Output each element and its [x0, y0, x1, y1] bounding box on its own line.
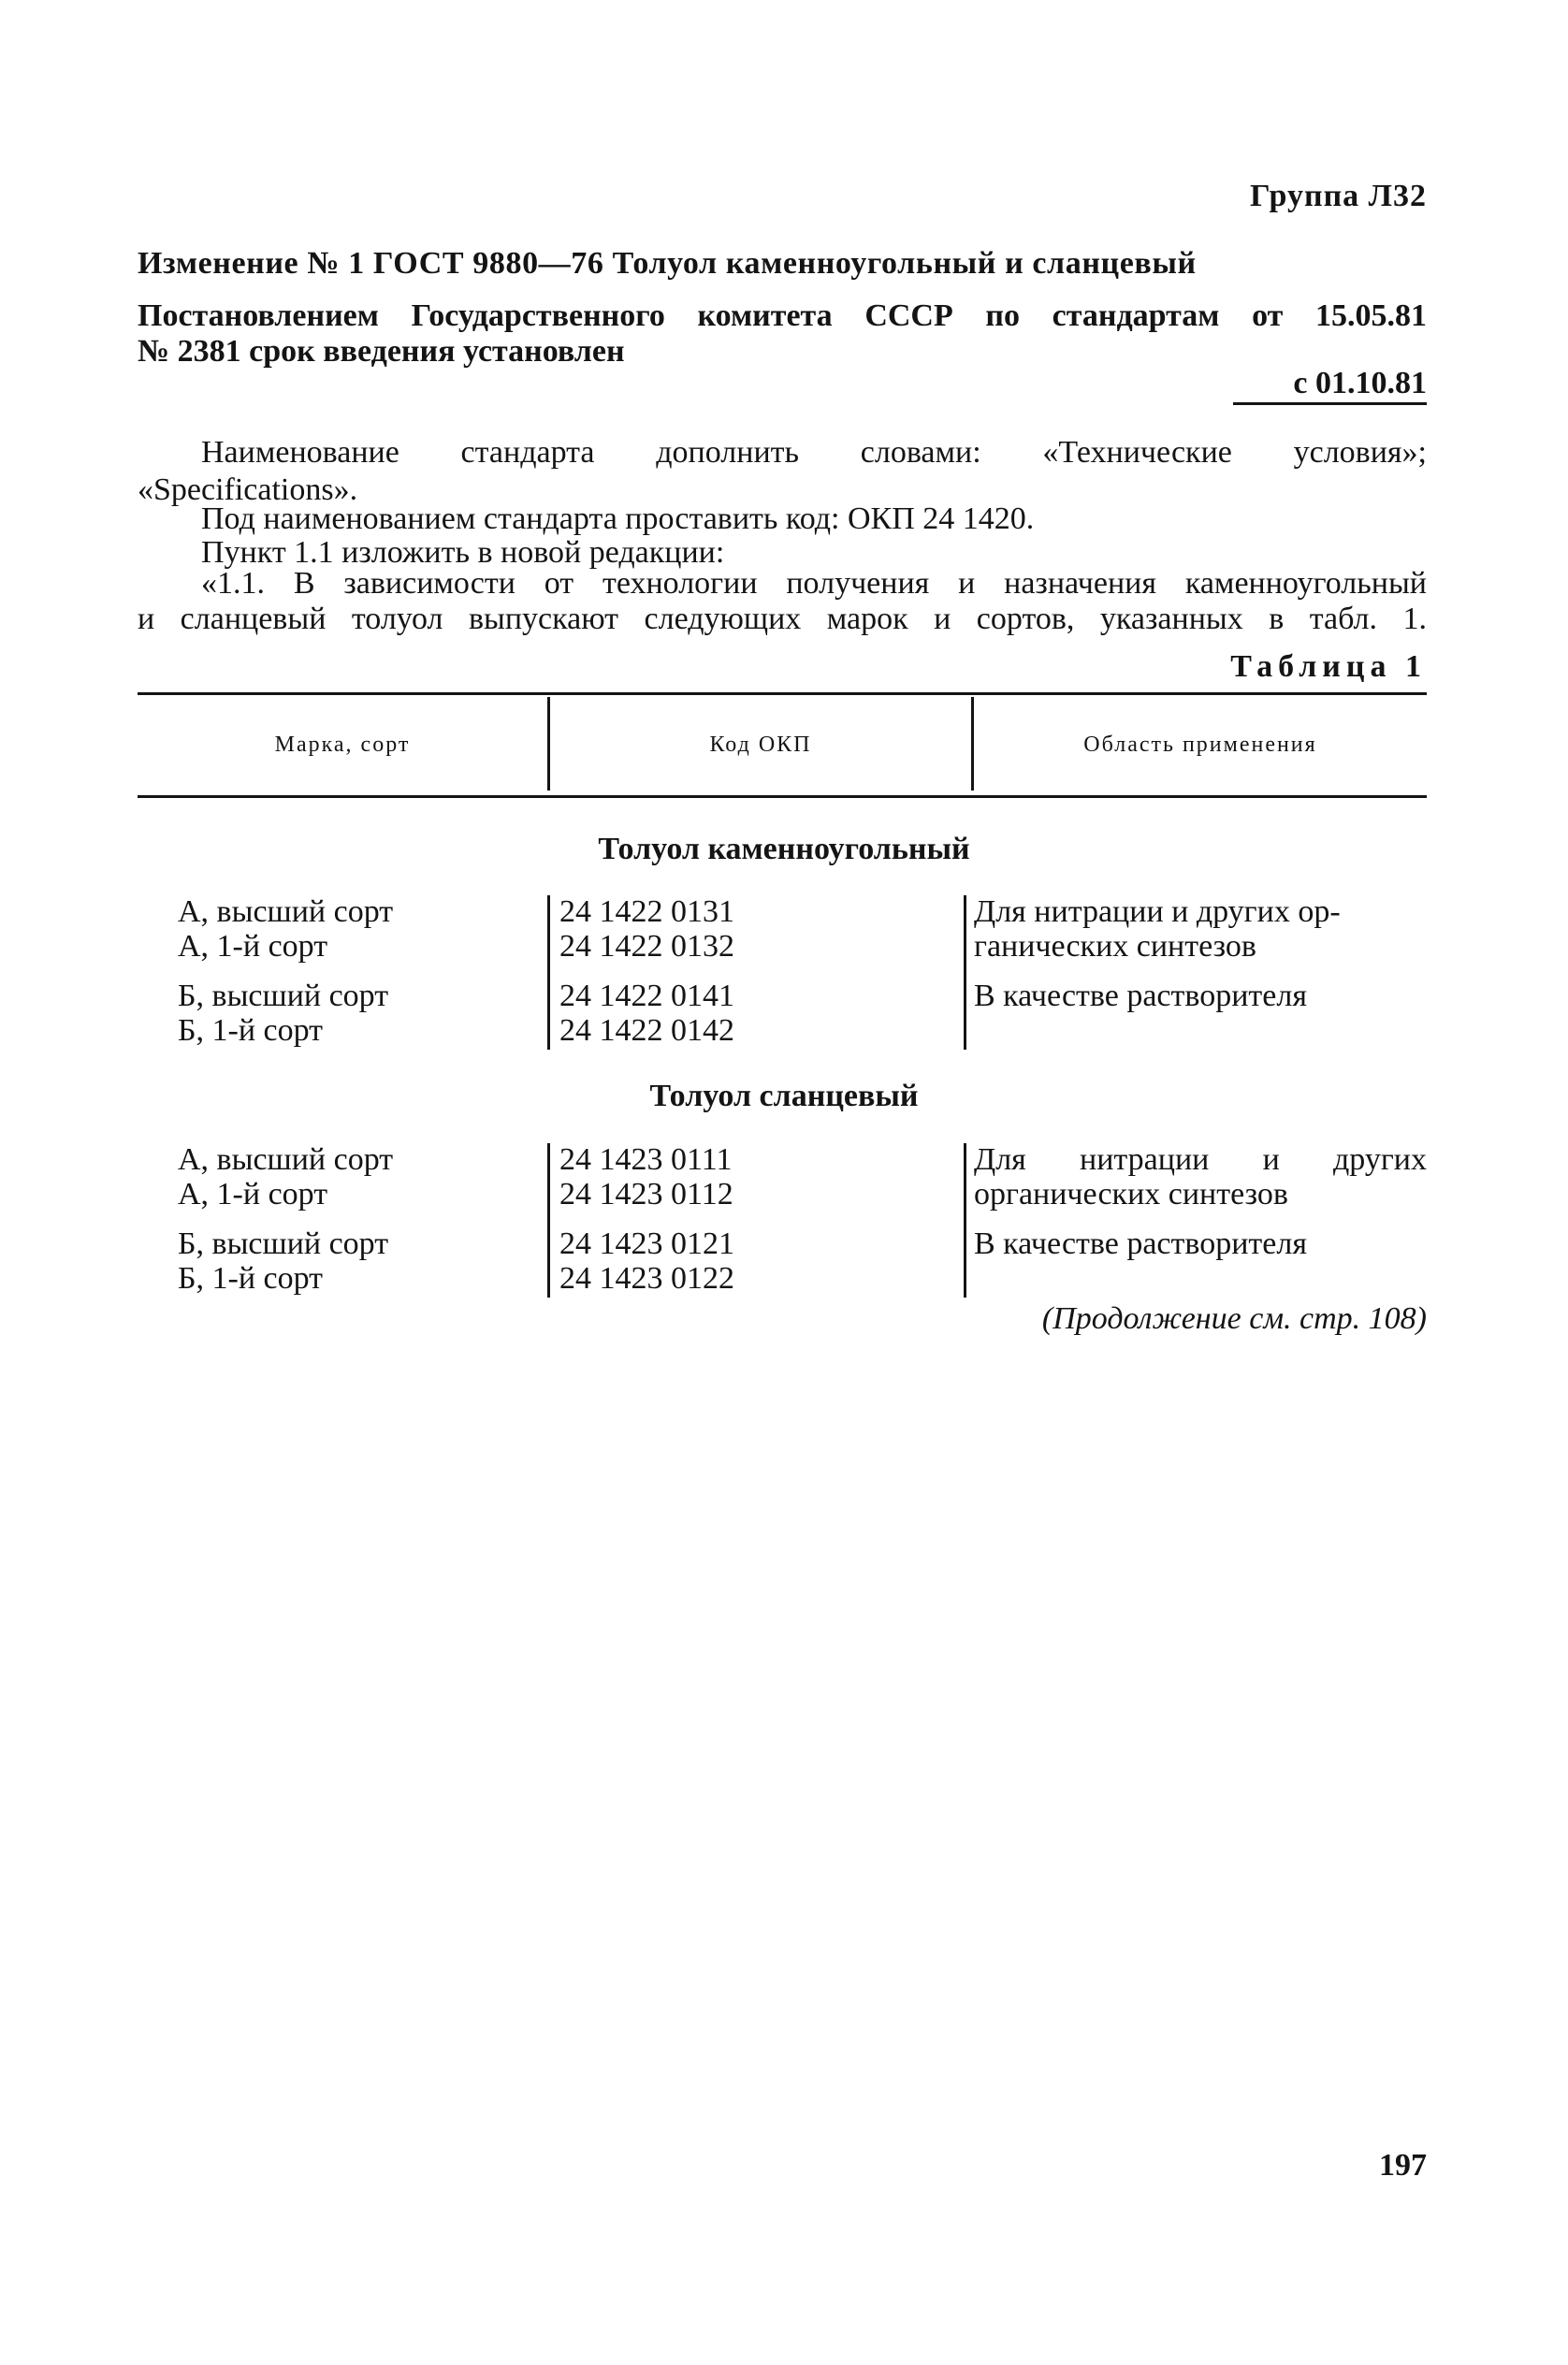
table-divider	[547, 895, 550, 1050]
usage-text: В качестве растворителя	[974, 1226, 1307, 1261]
section-title-shale: Толуол сланцевый	[649, 1079, 919, 1113]
table-row-grade: А, высший сорт	[178, 894, 394, 929]
paragraph-3: Пункт 1.1 изложить в новой редакции:	[201, 535, 725, 570]
table-row-code: 24 1422 0132	[559, 929, 734, 964]
table-top-rule	[138, 692, 1427, 695]
table-divider	[964, 895, 966, 1050]
column-header-okp-code: Код ОКП	[709, 733, 812, 757]
section-title-coal: Толуол каменноугольный	[598, 832, 970, 866]
table-row-code: 24 1423 0112	[559, 1177, 733, 1212]
table-divider	[964, 1143, 966, 1298]
usage-text: В качестве растворителя	[974, 979, 1307, 1013]
table-row-grade: Б, 1-й сорт	[178, 1013, 324, 1048]
table-row-code: 24 1422 0131	[559, 894, 734, 929]
table-row-grade: Б, высший сорт	[178, 1226, 389, 1261]
paragraph-4-line-1: «1.1. В зависимости от технологии получения и назначения каменноугольный	[201, 566, 1427, 601]
page-number: 197	[1379, 2148, 1427, 2183]
paragraph-1-line-1: Наименование стандарта дополнить словами: «Технические условия»;	[201, 435, 1427, 470]
table-row-code: 24 1423 0111	[559, 1142, 733, 1177]
usage-text: Для нитрации и других ор-	[974, 894, 1341, 929]
column-header-grade: Марка, сорт	[274, 733, 411, 757]
table-row-code: 24 1422 0141	[559, 979, 734, 1013]
date-underline	[1233, 402, 1427, 405]
column-header-usage: Область применения	[1083, 733, 1317, 757]
paragraph-2: Под наименованием стандарта проставить код: ОКП 24 1420.	[201, 501, 1035, 536]
table-row-code: 24 1423 0121	[559, 1226, 734, 1261]
usage-text: Для нитрации и других	[974, 1142, 1427, 1177]
table-row-code: 24 1422 0142	[559, 1013, 734, 1048]
table-divider	[547, 1143, 550, 1298]
document-title: Изменение № 1 ГОСТ 9880—76 Толуол каменноугольный и сланцевый	[138, 246, 1197, 281]
table-row-grade: А, высший сорт	[178, 1142, 394, 1177]
table-row-grade: А, 1-й сорт	[178, 929, 328, 964]
decree-line-2: № 2381 срок введения установлен	[138, 334, 625, 369]
paragraph-4-line-2: и сланцевый толуол выпускают следующих марок и сортов, указанных в табл. 1.	[138, 602, 1427, 636]
group-label: Группа Л32	[1250, 179, 1427, 213]
usage-text: ганических синтезов	[974, 929, 1256, 964]
table-row-grade: Б, 1-й сорт	[178, 1261, 324, 1296]
table-header-rule	[138, 795, 1427, 798]
paragraph-1-line-2: «Specifications».	[138, 472, 358, 507]
effective-date: с 01.10.81	[1293, 366, 1427, 400]
table-row-grade: Б, высший сорт	[178, 979, 389, 1013]
usage-text: органических синтезов	[974, 1177, 1288, 1212]
table-row-code: 24 1423 0122	[559, 1261, 734, 1296]
table-row-grade: А, 1-й сорт	[178, 1177, 328, 1212]
table-caption: Таблица 1	[1230, 649, 1427, 684]
decree-line-1: Постановлением Государственного комитета СССР по стандартам от 15.05.81	[138, 298, 1427, 333]
continuation-note: (Продолжение см. стр. 108)	[1041, 1301, 1427, 1336]
